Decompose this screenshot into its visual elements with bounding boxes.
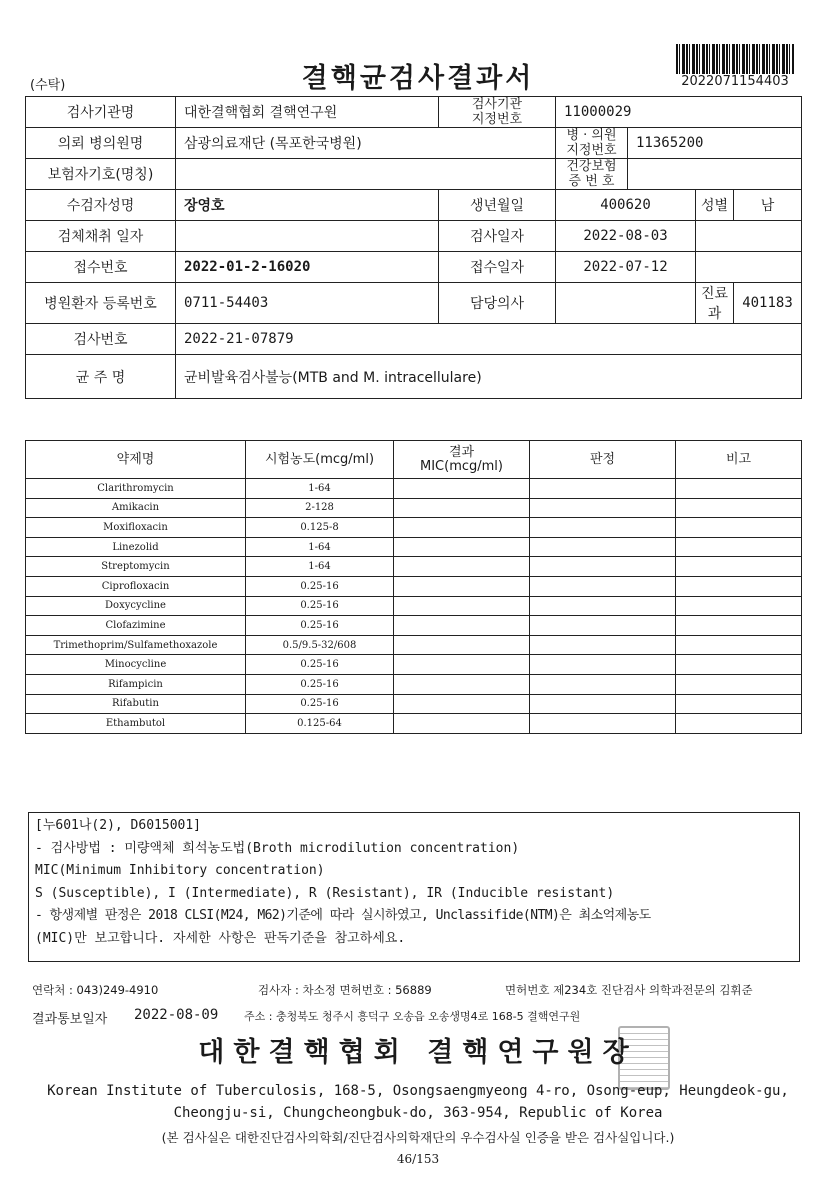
test-conc-cell: 0.125-64 <box>246 714 394 734</box>
insured-value <box>176 159 556 190</box>
mic-result-cell <box>394 498 530 518</box>
test-date-extra <box>696 221 802 252</box>
info-table <box>25 96 802 399</box>
specimen-date-label: 검체채취 일자 <box>26 221 176 252</box>
remarks-cell <box>676 498 802 518</box>
table-row <box>26 537 802 557</box>
drug-name-cell: Clofazimine <box>26 616 246 636</box>
mic-result-cell <box>394 635 530 655</box>
drug-name-cell: Doxycycline <box>26 596 246 616</box>
organism-value: 균비발육검사불능(MTB and M. intracellulare) <box>176 355 802 399</box>
institute-address-line2: Cheongju-si, Chungcheongbuk-do, 363-954, Republic of Korea <box>173 1105 663 1121</box>
examiner: 검사자 : 차소정 면허번호 : 56889 <box>258 983 432 997</box>
judgment-header: 판정 <box>530 441 676 479</box>
drug-name-cell: Minocycline <box>26 655 246 675</box>
test-date-label: 검사일자 <box>439 221 556 252</box>
remarks-cell <box>676 518 802 538</box>
notes-line: [누601나(2), D6015001] <box>35 818 201 833</box>
judgment-cell <box>530 655 676 675</box>
mic-result-cell <box>394 655 530 675</box>
mic-result-cell <box>394 596 530 616</box>
judgment-cell <box>530 518 676 538</box>
drug-name-cell: Ethambutol <box>26 714 246 734</box>
drug-name-cell: Amikacin <box>26 498 246 518</box>
mic-result-cell <box>394 518 530 538</box>
test-conc-cell: 0.25-16 <box>246 616 394 636</box>
judgment-cell <box>530 537 676 557</box>
judgment-cell <box>530 576 676 596</box>
receipt-no-label: 접수번호 <box>26 252 176 283</box>
sex-value: 남 <box>734 190 802 221</box>
table-row <box>26 518 802 538</box>
receipt-date-extra <box>696 252 802 283</box>
consign-label: (수탁) <box>30 78 66 93</box>
drug-name-cell: Rifampicin <box>26 674 246 694</box>
test-conc-cell: 2-128 <box>246 498 394 518</box>
notes-line: - 검사방법 : 미량액체 희석농도법(Broth microdilution concentration) <box>35 840 520 856</box>
remarks-cell <box>676 694 802 714</box>
judgment-cell <box>530 479 676 499</box>
receipt-date-value: 2022-07-12 <box>556 252 696 283</box>
referrer-value: 삼광의료재단 (목포한국병원) <box>176 128 556 159</box>
barcode-number: 2022071154403 <box>681 74 789 89</box>
table-row <box>26 635 802 655</box>
mic-result-cell <box>394 694 530 714</box>
test-conc-cell: 1-64 <box>246 479 394 499</box>
remarks-cell <box>676 616 802 636</box>
test-conc-cell: 0.25-16 <box>246 596 394 616</box>
insured-label: 보험자기호(명칭) <box>26 159 176 190</box>
doctor-value <box>556 283 696 324</box>
judgment-cell <box>530 498 676 518</box>
judgment-cell <box>530 596 676 616</box>
agency-no-value: 11000029 <box>556 97 802 128</box>
drug-header: 약제명 <box>26 441 246 479</box>
drug-table <box>25 440 802 734</box>
mic-result-cell <box>394 576 530 596</box>
judgment-cell <box>530 616 676 636</box>
table-row <box>26 616 802 636</box>
contact: 연락처 : 043)249-4910 <box>32 983 159 997</box>
report-date-value: 2022-08-09 <box>134 1007 219 1023</box>
mic-result-cell <box>394 674 530 694</box>
table-row <box>26 479 802 499</box>
page-number: 46/153 <box>396 1152 440 1166</box>
judgment-cell <box>530 694 676 714</box>
table-row <box>26 714 802 734</box>
address: 주소 : 충청북도 청주시 흥덕구 오송읍 오송생명4로 168-5 결핵연구원 <box>244 1010 581 1023</box>
test-no-value: 2022-21-07879 <box>176 324 802 355</box>
table-row <box>26 557 802 577</box>
drug-name-cell: Clarithromycin <box>26 479 246 499</box>
test-conc-cell: 0.5/9.5-32/608 <box>246 635 394 655</box>
receipt-no-value: 2022-01-2-16020 <box>176 252 439 283</box>
remarks-cell <box>676 635 802 655</box>
drug-name-cell: Linezolid <box>26 537 246 557</box>
dept-label: 진료과 <box>696 283 734 324</box>
result-header: 결과 MIC(mcg/ml) <box>394 441 530 479</box>
remarks-cell <box>676 674 802 694</box>
judgment-cell <box>530 714 676 734</box>
test-conc-cell: 0.25-16 <box>246 674 394 694</box>
drug-name-cell: Rifabutin <box>26 694 246 714</box>
drug-name-cell: Streptomycin <box>26 557 246 577</box>
judgment-cell <box>530 674 676 694</box>
remarks-cell <box>676 596 802 616</box>
birth-value: 400620 <box>556 190 696 221</box>
dept-value: 401183 <box>734 283 802 324</box>
table-row <box>26 596 802 616</box>
notes-line: MIC(Minimum Inhibitory concentration) <box>35 863 325 878</box>
specimen-date-value <box>176 221 439 252</box>
mic-result-cell <box>394 557 530 577</box>
health-no-label: 건강보험 증 번 호 <box>556 159 628 190</box>
certification-note: (본 검사실은 대한진단검사의학회/진단검사의학재단의 우수검사실 인증을 받은 검사실입니다.) <box>161 1130 675 1145</box>
clinic-no-value: 11365200 <box>628 128 802 159</box>
receipt-date-label: 접수일자 <box>439 252 556 283</box>
test-conc-cell: 0.25-16 <box>246 576 394 596</box>
table-row <box>26 498 802 518</box>
test-conc-cell: 0.125-8 <box>246 518 394 538</box>
health-no-value <box>628 159 802 190</box>
patient-reg-value: 0711-54403 <box>176 283 439 324</box>
table-row <box>26 655 802 675</box>
judgment-cell <box>530 635 676 655</box>
mic-result-cell <box>394 714 530 734</box>
document-title: 결핵균검사결과서 <box>301 63 535 94</box>
drug-name-cell: Ciprofloxacin <box>26 576 246 596</box>
mic-result-cell <box>394 537 530 557</box>
remarks-cell <box>676 537 802 557</box>
remarks-cell <box>676 576 802 596</box>
agency-label: 검사기관명 <box>26 97 176 128</box>
table-row <box>26 694 802 714</box>
remarks-cell <box>676 479 802 499</box>
clinic-no-label: 병 · 의원 지정번호 <box>556 128 628 159</box>
patient-label: 수검자성명 <box>26 190 176 221</box>
test-conc-cell: 1-64 <box>246 557 394 577</box>
agency-no-label: 검사기관 지정번호 <box>439 97 556 128</box>
notes-box <box>28 812 800 962</box>
test-conc-cell: 0.25-16 <box>246 655 394 675</box>
patient-value: 장영호 <box>176 190 439 221</box>
remarks-header: 비고 <box>676 441 802 479</box>
remarks-cell <box>676 714 802 734</box>
institute-address-line1: Korean Institute of Tuberculosis, 168-5, Osongsaengmyeong 4-ro, Osong-eup, Heungdeok-gu, <box>47 1083 789 1099</box>
institute-name-ko: 대한결핵협회 결핵연구원장 <box>198 1037 638 1068</box>
patient-reg-label: 병원환자 등록번호 <box>26 283 176 324</box>
mic-result-cell <box>394 479 530 499</box>
table-row <box>26 674 802 694</box>
license: 면허번호 제234호 진단검사 의학과전문의 김휘준 <box>505 983 753 997</box>
referrer-label: 의뢰 병의원명 <box>26 128 176 159</box>
doctor-label: 담당의사 <box>439 283 556 324</box>
agency-value: 대한결핵협회 결핵연구원 <box>176 97 439 128</box>
birth-label: 생년월일 <box>439 190 556 221</box>
notes-line: S (Susceptible), I (Intermediate), R (Resistant), IR (Inducible resistant) <box>35 885 615 901</box>
drug-name-cell: Trimethoprim/Sulfamethoxazole <box>26 635 246 655</box>
test-conc-cell: 1-64 <box>246 537 394 557</box>
judgment-cell <box>530 557 676 577</box>
test-no-label: 검사번호 <box>26 324 176 355</box>
table-row <box>26 576 802 596</box>
test-conc-cell: 0.25-16 <box>246 694 394 714</box>
report-date-label: 결과통보일자 <box>32 1012 108 1027</box>
notes-line: (MIC)만 보고합니다. 자세한 사항은 판독기준을 참고하세요. <box>35 930 406 946</box>
conc-header: 시험농도(mcg/ml) <box>246 441 394 479</box>
notes-line: - 항생제별 판정은 2018 CLSI(M24, M62)기준에 따라 실시하였고, Unclassifide(NTM)은 최소억제농도 <box>35 908 651 923</box>
drug-name-cell: Moxifloxacin <box>26 518 246 538</box>
mic-result-cell <box>394 616 530 636</box>
remarks-cell <box>676 655 802 675</box>
sex-label: 성별 <box>696 190 734 221</box>
remarks-cell <box>676 557 802 577</box>
test-date-value: 2022-08-03 <box>556 221 696 252</box>
organism-label: 균 주 명 <box>26 355 176 399</box>
